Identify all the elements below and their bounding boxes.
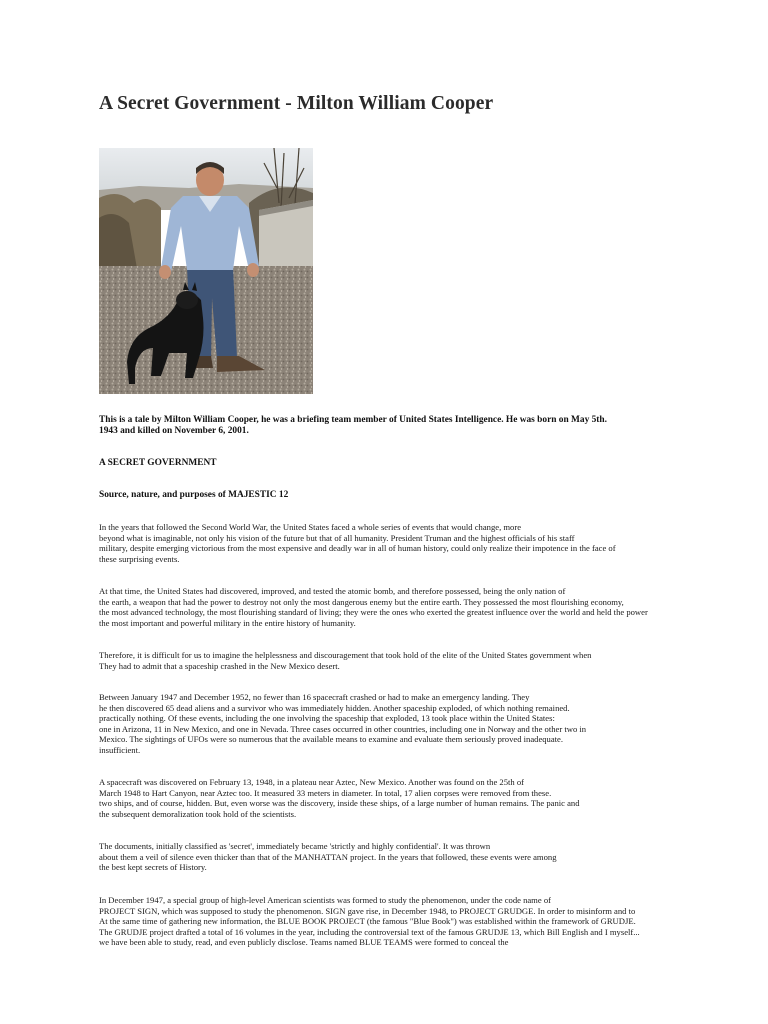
paragraph [99, 522, 616, 564]
paragraph-line: these surprising events. [99, 553, 180, 564]
paragraph-line: the subsequent demoralization took hold of the scientists. [99, 808, 297, 819]
paragraph-line: insufficient. [99, 744, 141, 755]
paragraph [99, 895, 640, 948]
paragraph-line: A spacecraft was discovered on February 13, 1948, in a plateau near Aztec, New Mexico. Another was found on the 25th of [99, 777, 525, 787]
paragraph-line: the earth, a weapon that had the power to destroy not only the most dangerous enemy but the entire earth. They possessed the most flourishing economy, [99, 596, 624, 607]
paragraph-line: March 1948 to Hart Canyon, near Aztec too. It measured 33 meters in diameter. In total, 17 alien corpses were removed from these. [99, 787, 552, 798]
paragraph [99, 777, 580, 819]
paragraph-line: In the years that followed the Second World War, the United States faced a whole series of events that would change, more [99, 522, 522, 532]
paragraph [99, 841, 557, 873]
paragraph-line: the most important and powerful military in the entire history of humanity. [99, 617, 356, 628]
paragraph-line: the best kept secrets of History. [99, 862, 207, 873]
paragraph-line: Therefore, it is difficult for us to imagine the helplessness and discouragement that took hold of the elite of the United States government when [99, 650, 592, 660]
paragraph-line: The GRUDJE project drafted a total of 16 volumes in the year, including the controversial text of the famous GRUDJE 13, which Bill English and I myself... [99, 926, 640, 937]
paragraph-line: In December 1947, a special group of high-level American scientists was formed to study the phenomenon, under the code name of [99, 895, 551, 905]
paragraph-line: At the same time of gathering new information, the BLUE BOOK PROJECT (the famous "Blue Book") was established within the framework of GRUDJE. [99, 916, 636, 927]
paragraph-line: the most advanced technology, the most flourishing standard of living; they were the ones who exerted the greatest influence over the world and held the power [99, 607, 648, 618]
paragraph-line: Mexico. The sightings of UFOs were so numerous that the available means to examine and evaluate them seriously proved inadequate. [99, 734, 564, 745]
paragraph-line: At that time, the United States had discovered, improved, and tested the atomic bomb, and therefore possessed, being the only nation of [99, 586, 566, 596]
paragraph [99, 586, 648, 628]
paragraph-line: practically nothing. Of these events, including the one involving the spaceship that exploded, 13 took place within the United States: [99, 713, 555, 724]
paragraph-line: The documents, initially classified as 'secret', immediately became 'strictly and highly confidential'. It was thrown [99, 841, 491, 851]
page-title: A Secret Government - Milton William Cooper [99, 93, 494, 114]
paragraph-line: PROJECT SIGN, which was supposed to study the phenomenon. SIGN gave rise, in December 1948, to PROJECT GRUDGE. In order to misinform and to [99, 905, 636, 916]
paragraph-line: two ships, and of course, hidden. But, even worse was the discovery, inside these ships, of a large number of human remains. The panic and [99, 798, 580, 809]
intro-line: 1943 and killed on November 6, 2001. [99, 426, 249, 436]
subsection-heading: Source, nature, and purposes of MAJESTIC 12 [99, 490, 289, 500]
paragraph-line: military, despite emerging victorious from the most expensive and deadly war in all of human history, could only realize their impotence in the face of [99, 543, 616, 554]
paragraph-line: he then discovered 65 dead aliens and a survivor who was immediately hidden. Another spaceship exploded, of which nothing remained. [99, 702, 570, 713]
paragraph-line: Between January 1947 and December 1952, no fewer than 16 spacecraft crashed or had to make an emergency landing. They [99, 692, 530, 702]
paragraph-line: beyond what is imaginable, not only his vision of the future but that of all humanity. President Truman and the highest officials of his staff [99, 532, 575, 543]
intro-line: This is a tale by Milton William Cooper, he was a briefing team member of United States Intelligence. He was born on May 5th. [99, 415, 607, 425]
paragraph-line: They had to admit that a spaceship crashed in the New Mexico desert. [99, 660, 340, 671]
author-photo [99, 148, 313, 394]
paragraph-line: about them a veil of silence even thicker than that of the MANHATTAN project. In the years that followed, these events were among [99, 851, 557, 862]
paragraph-line: we have been able to study, read, and even publicly disclose. Teams named BLUE TEAMS were formed to conceal the [99, 937, 509, 948]
paragraph [99, 692, 586, 756]
intro-text [99, 415, 607, 437]
paragraph [99, 650, 591, 671]
section-heading: A SECRET GOVERNMENT [99, 458, 217, 468]
paragraph-line: one in Arizona, 11 in New Mexico, and one in Nevada. Three cases occurred in other countries, including one in Norway and the other two in [99, 723, 587, 734]
